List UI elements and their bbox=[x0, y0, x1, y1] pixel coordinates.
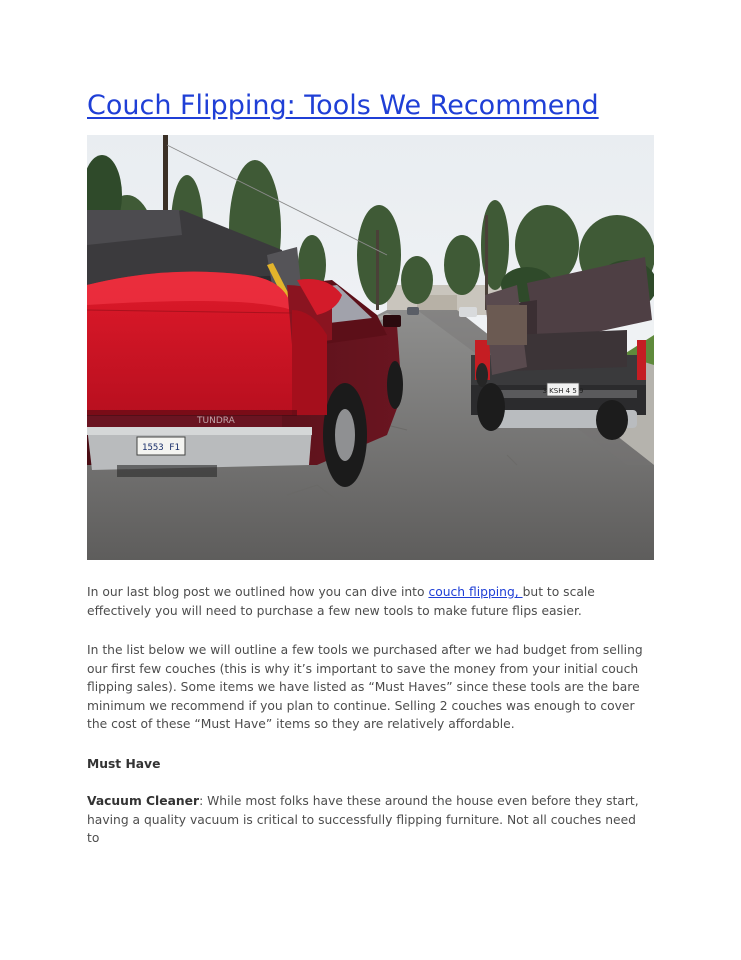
right-license-plate: 3 KSH 4 5 9 bbox=[542, 387, 584, 395]
vacuum-cleaner-term: Vacuum Cleaner bbox=[87, 794, 200, 808]
left-license-plate: 1553 F1 bbox=[142, 443, 180, 453]
vacuum-cleaner-paragraph bbox=[87, 792, 647, 848]
intro-text-after-link: but to scale effectively you will need to purchase a few new tools to make future flips easier. bbox=[87, 585, 595, 618]
must-have-heading: Must Have bbox=[87, 757, 161, 771]
svg-text:TUNDRA: TUNDRA bbox=[197, 416, 235, 426]
couch-flipping-link[interactable]: couch flipping, bbox=[428, 585, 523, 599]
tools-list-intro-paragraph: In the list below we will outline a few tools we purchased after we had budget from selling our first few couches (this is why it’s important to save the money from your initial couch flipping sales). Some items we have listed as “Must Haves” since these tools are the bare minimum we recommend if you plan to continue. Selling 2 couches was enough to cover the cost of these “Must Have” items so they are relatively affordable. bbox=[87, 643, 643, 731]
intro-paragraph bbox=[87, 583, 647, 620]
vacuum-cleaner-text: : While most folks have these around the house even before they start, having a quality vacuum is critical to successfully flipping furniture. Not all couches need to bbox=[87, 794, 639, 845]
trucks-with-couches-photo bbox=[87, 135, 654, 560]
intro-text-before-link: In our last blog post we outlined how you can dive into bbox=[87, 585, 429, 599]
page-title-link[interactable]: Couch Flipping: Tools We Recommend bbox=[87, 90, 599, 121]
